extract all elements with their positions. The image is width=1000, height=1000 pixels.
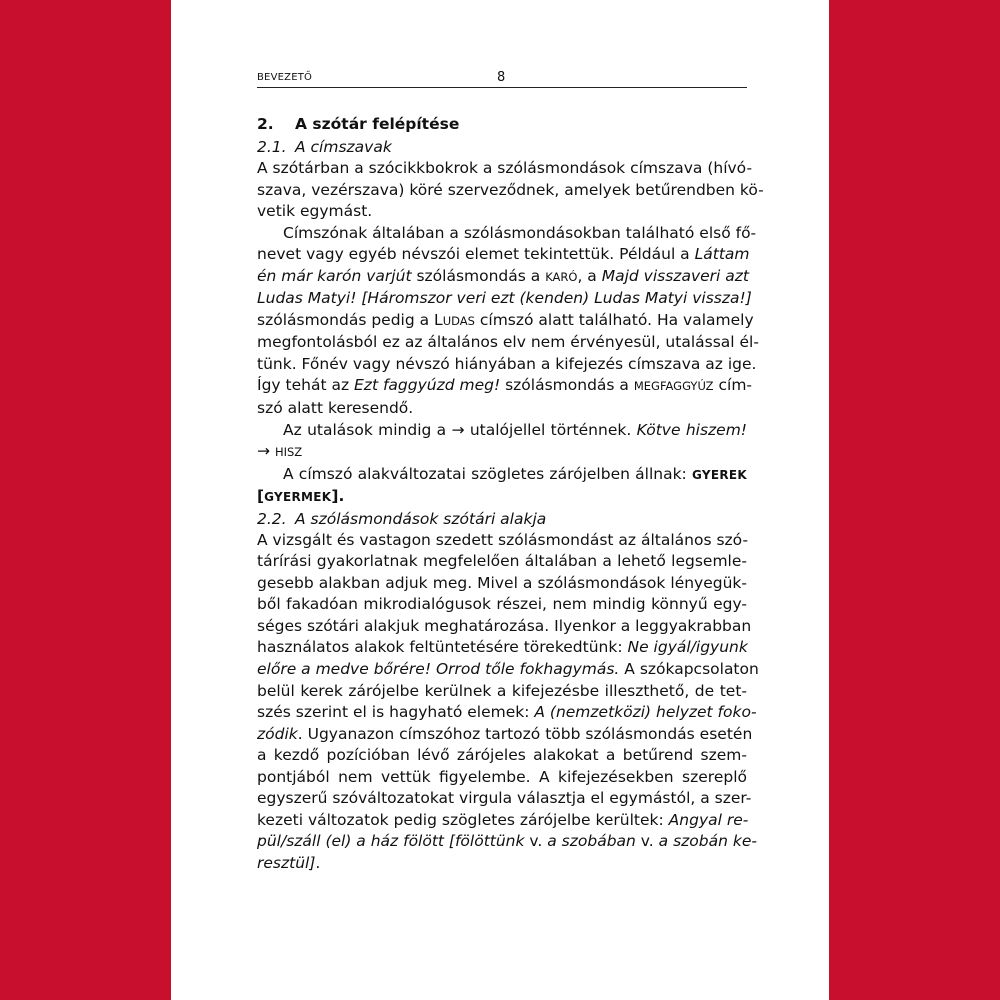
italic-run: Ludas Matyi! [Háromszor veri ezt (kenden) Ludas Matyi vissza!]	[257, 289, 752, 308]
text-line: ből fakadóan mikrodialógusok részei, nem mindig könnyű egy-	[257, 595, 747, 614]
italic-run: a szobában	[547, 832, 636, 851]
text-run: Az utalások mindig a	[283, 420, 452, 439]
text-run: .	[315, 853, 321, 872]
italic-run: zódik	[257, 724, 298, 743]
paragraph-1	[257, 158, 764, 223]
italic-run: Ezt faggyúzd meg!	[354, 376, 501, 395]
text-line: a kezdő pozícióban lévő zárójeles alakokat a betűrend szem-	[257, 746, 747, 765]
section-title: A szótár felépítése	[295, 115, 460, 133]
page-content	[257, 70, 764, 875]
paragraph-5	[257, 530, 759, 875]
subsection-title: A címszavak	[295, 138, 392, 156]
text-line: belül kerek zárójelbe kerülnek a kifejezésbe illeszthető, de tet-	[257, 681, 747, 700]
text-run: utalójellel történnek.	[464, 420, 637, 439]
arrow-icon: →	[257, 442, 270, 461]
text-line	[257, 724, 753, 746]
text-line	[257, 375, 753, 398]
text-line	[257, 244, 750, 266]
smallcaps-initial: L	[434, 310, 443, 329]
subsection-number: 2.1.	[257, 138, 287, 156]
book-page	[171, 0, 829, 1000]
text-line: egyszerű szóváltozatokat virgula választja el egymástól, a szer-	[257, 789, 752, 808]
smallcaps-headword: MEGFAGGYÚZ	[633, 379, 714, 394]
text-run: használatos alakok feltüntetésére törekedtünk:	[257, 638, 628, 657]
text-line	[257, 853, 747, 875]
text-line	[257, 464, 747, 487]
italic-run: Angyal re-	[668, 810, 749, 829]
smallcaps-headword: HISZ	[274, 445, 303, 460]
text-line: pontjából nem vettük figyelembe. A kifejezésekben szereplő	[257, 767, 747, 786]
subsection-title: A szólásmondások szótári alakja	[295, 509, 547, 528]
bracket: [	[257, 487, 265, 506]
text-run: címszó alatt található. Ha valamely	[474, 310, 754, 329]
text-line: tárírási gyakorlatnak megfelelően általában a lehető legsemle-	[257, 552, 747, 571]
paragraph-4	[257, 464, 747, 509]
subsection-heading-2	[257, 509, 747, 530]
text-run: . Ugyanazon címszóhoz tartozó több szólásmondás esetén	[297, 724, 753, 743]
section-number: 2.	[257, 115, 274, 133]
text-line: A szótárban a szócikkbokrok a szólásmondások címszava (hívó-	[257, 159, 753, 177]
text-run: szólásmondás a	[500, 376, 634, 395]
text-line: gesebb alakban adjuk meg. Mivel a szólásmondások lényegük-	[257, 573, 747, 592]
text-run: kezeti változatok pedig szögletes zárójelbe kerültek:	[257, 810, 669, 829]
header-section: BEVEZETŐ	[257, 72, 313, 83]
italic-run: A (nemzetközi) helyzet foko-	[534, 703, 757, 722]
smallcaps-headword: UDAS	[442, 313, 475, 328]
italic-run: én már karón varjút	[257, 266, 412, 285]
italic-run: Kötve hiszem!	[636, 420, 748, 439]
text-line	[257, 486, 747, 509]
text-run: szólásmondás a	[411, 266, 546, 285]
italic-run: Ne igyál/igyunk	[627, 638, 748, 657]
subsection-heading-1	[257, 137, 747, 158]
text-run: A címszó alakváltozatai szögletes zárójelben állnak:	[283, 464, 692, 483]
bracket: ].	[331, 487, 345, 506]
text-line	[257, 288, 752, 310]
italic-run: Láttam	[694, 245, 750, 264]
text-line	[257, 810, 747, 832]
text-run: cím-	[713, 376, 753, 395]
text-line: vetik egymást.	[257, 202, 373, 221]
text-line	[257, 831, 757, 853]
text-line	[257, 441, 747, 464]
arrow-icon: →	[451, 420, 465, 439]
text-line: Címszónak általában a szólásmondásokban található első fő-	[283, 223, 757, 242]
smallcaps-headword: KARÓ	[545, 269, 578, 284]
text-line	[257, 702, 757, 724]
text-line: tünk. Főnév vagy névszó hiányában a kifejezés címszava az ige.	[257, 354, 757, 373]
text-run: , a	[577, 266, 602, 285]
italic-run: előre a medve bőrére! Orrod tőle fokhagymás.	[257, 660, 620, 679]
italic-run: pül/száll (el) a ház fölött [fölöttünk	[257, 832, 525, 851]
text-line: megfontolásból ez az általános elv nem érvényesül, utalással él-	[257, 333, 759, 352]
bold-headword: GYEREK	[691, 467, 747, 482]
text-line	[257, 310, 754, 333]
page-number: 8	[497, 70, 506, 85]
italic-run: a szobán ke-	[658, 832, 757, 851]
text-run: szólásmondás pedig a	[257, 310, 435, 329]
italic-run: Majd visszaveri azt	[601, 266, 749, 285]
text-line: séges szótári alakjuk meghatározása. Ilyenkor a leggyakrabban	[257, 616, 752, 635]
subsection-number: 2.2.	[257, 509, 287, 528]
text-line	[257, 659, 759, 681]
text-run: v.	[524, 832, 548, 851]
text-run: v.	[635, 832, 659, 851]
bold-headword: GYERMEK	[264, 490, 332, 505]
text-run: nevet vagy egyéb névszói elemet tekintettük. Például a	[257, 245, 690, 264]
text-line: A vizsgált és vastagon szedett szólásmondást az általános szó-	[257, 530, 749, 549]
paragraph-3	[257, 420, 747, 464]
text-line	[257, 637, 747, 659]
text-line	[257, 420, 747, 442]
paragraph-2	[257, 223, 759, 420]
text-line	[257, 266, 747, 289]
section-heading	[257, 114, 747, 134]
text-run: Így tehát az	[257, 376, 355, 395]
text-line: szó alatt keresendő.	[257, 399, 414, 418]
text-run: szés szerint el is hagyható elemek:	[257, 703, 535, 722]
italic-run: resztül]	[257, 853, 316, 872]
text-run: A szókapcsolaton	[619, 660, 759, 679]
running-header	[257, 70, 747, 88]
text-line: szava, vezérszava) köré szerveződnek, amelyek betűrendben kö-	[257, 180, 764, 199]
